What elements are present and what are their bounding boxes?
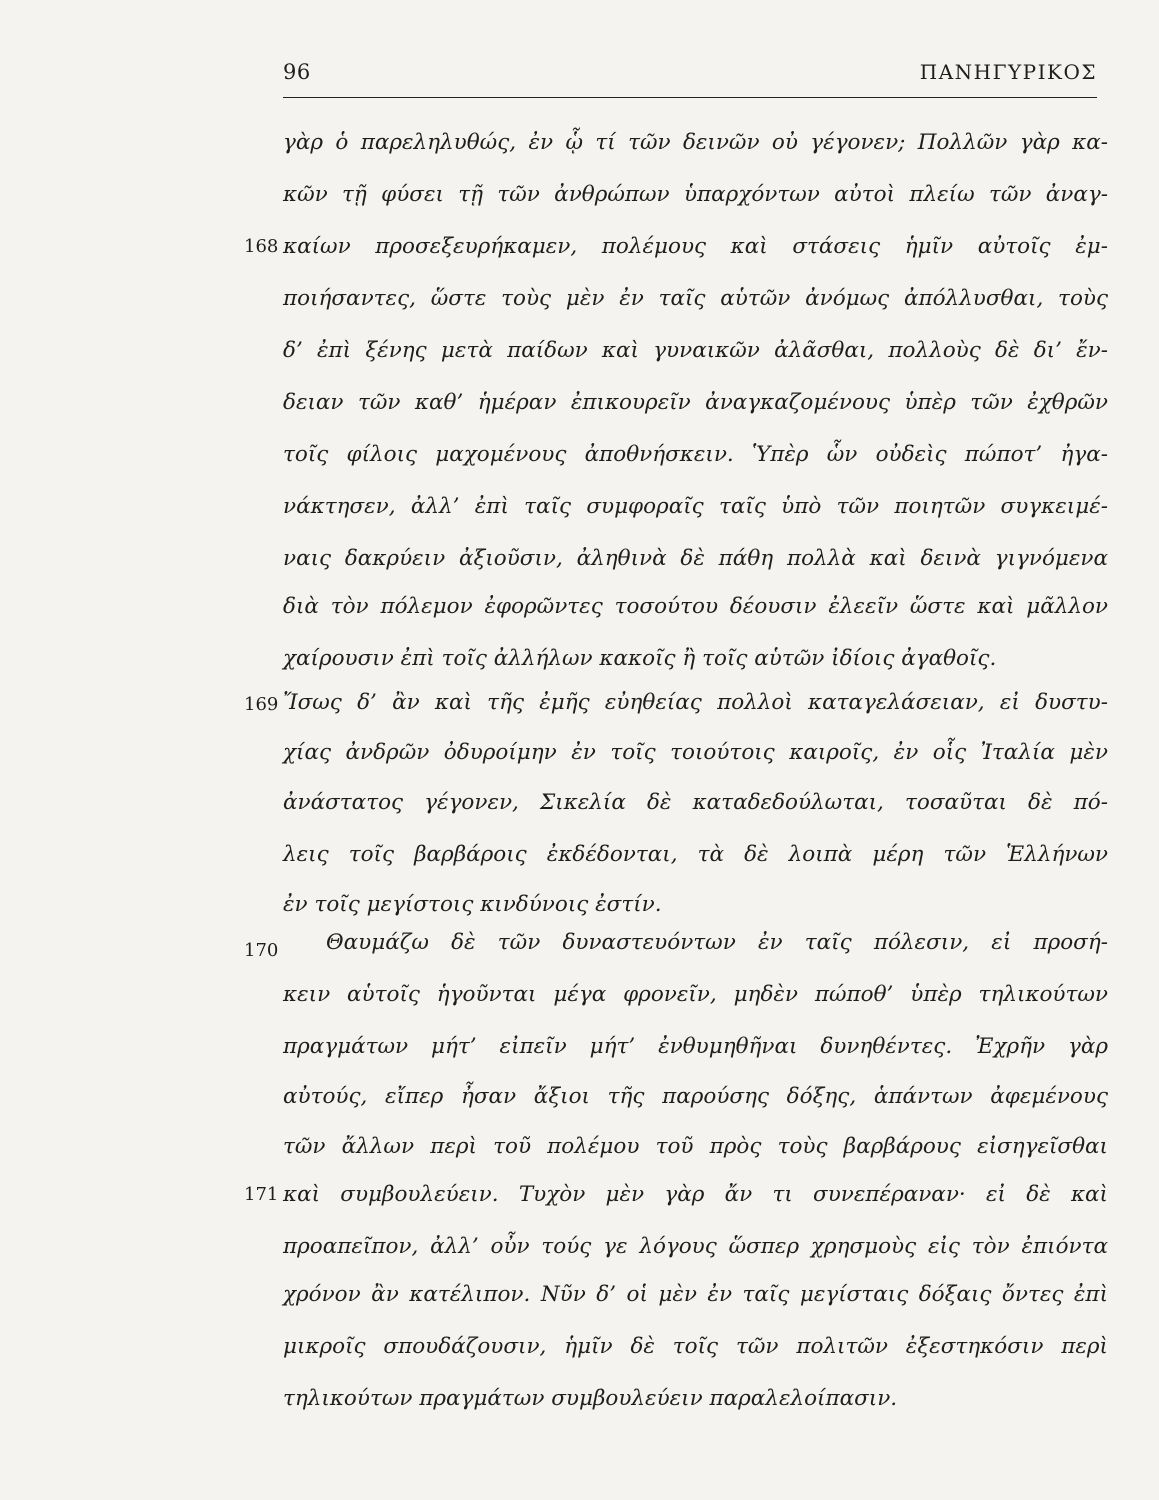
text-line: ναις δακρύειν ἀξιοῦσιν, ἀληθινὰ δὲ πάθη πολλὰ καὶ δεινὰ γιγνόμενα bbox=[283, 546, 1108, 571]
header-rule bbox=[283, 97, 1097, 98]
section-number-171: 171 bbox=[244, 1184, 279, 1205]
text-line: καίων προσεξευρήκαμεν, πολέμους καὶ στάσεις ἡμῖν αὐτοῖς ἐμ- bbox=[283, 234, 1108, 259]
page-number: 96 bbox=[283, 60, 311, 84]
running-head bbox=[283, 60, 1097, 92]
section-number-169: 169 bbox=[244, 694, 279, 715]
running-title: ΠΑΝΗΓΥΡΙΚΟΣ bbox=[919, 60, 1097, 84]
text-line: κειν αὑτοῖς ἡγοῦνται μέγα φρονεῖν, μηδὲν πώποθ’ ὑπὲρ τηλικούτων bbox=[283, 982, 1108, 1007]
text-line: διὰ τὸν πόλεμον ἐφορῶντες τοσούτου δέουσιν ἐλεεῖν ὥστε καὶ μᾶλλον bbox=[283, 594, 1108, 619]
text-line: ποιήσαντες, ὥστε τοὺς μὲν ἐν ταῖς αὑτῶν ἀνόμως ἀπόλλυσθαι, τοὺς bbox=[283, 286, 1108, 311]
text-line: προαπεῖπον, ἀλλ’ οὖν τούς γε λόγους ὥσπερ χρησμοὺς εἰς τὸν ἐπιόντα bbox=[283, 1234, 1108, 1259]
section-number-170: 170 bbox=[244, 940, 279, 961]
text-line: ἀνάστατος γέγονεν, Σικελία δὲ καταδεδούλωται, τοσαῦται δὲ πό- bbox=[283, 790, 1108, 815]
text-line: δ’ ἐπὶ ξένης μετὰ παίδων καὶ γυναικῶν ἀλᾶσθαι, πολλοὺς δὲ δι’ ἔν- bbox=[283, 338, 1108, 363]
text-line: τῶν ἄλλων περὶ τοῦ πολέμου τοῦ πρὸς τοὺς βαρβάρους εἰσηγεῖσθαι bbox=[283, 1134, 1108, 1159]
text-line: τοῖς φίλοις μαχομένους ἀποθνήσκειν. Ὑπὲρ ὧν οὐδεὶς πώποτ’ ἠγα- bbox=[283, 442, 1108, 467]
text-line: Ἴσως δ’ ἂν καὶ τῆς ἐμῆς εὐηθείας πολλοὶ καταγελάσειαν, εἰ δυστυ- bbox=[283, 690, 1108, 715]
text-line: πραγμάτων μήτ’ εἰπεῖν μήτ’ ἐνθυμηθῆναι δυνηθέντες. Ἐχρῆν γὰρ bbox=[283, 1034, 1108, 1059]
text-line: χαίρουσιν ἐπὶ τοῖς ἀλλήλων κακοῖς ἢ τοῖς αὑτῶν ἰδίοις ἀγαθοῖς. bbox=[283, 646, 997, 671]
text-line: μικροῖς σπουδάζουσιν, ἡμῖν δὲ τοῖς τῶν πολιτῶν ἐξεστηκόσιν περὶ bbox=[283, 1334, 1108, 1359]
text-line: κῶν τῇ φύσει τῇ τῶν ἀνθρώπων ὑπαρχόντων αὐτοὶ πλείω τῶν ἀναγ- bbox=[283, 182, 1108, 207]
text-line: καὶ συμβουλεύειν. Τυχὸν μὲν γὰρ ἄν τι συνεπέραναν· εἰ δὲ καὶ bbox=[283, 1182, 1108, 1207]
text-line: αὐτούς, εἴπερ ἦσαν ἄξιοι τῆς παρούσης δόξης, ἁπάντων ἀφεμένους bbox=[283, 1084, 1108, 1109]
text-line: γὰρ ὁ παρεληλυθώς, ἐν ᾧ τί τῶν δεινῶν οὐ γέγονεν; Πολλῶν γὰρ κα- bbox=[283, 130, 1108, 155]
text-line: χρόνον ἂν κατέλιπον. Νῦν δ’ οἱ μὲν ἐν ταῖς μεγίσταις δόξαις ὄντες ἐπὶ bbox=[283, 1282, 1108, 1307]
text-line: λεις τοῖς βαρβάροις ἐκδέδονται, τὰ δὲ λοιπὰ μέρη τῶν Ἑλλήνων bbox=[283, 842, 1108, 867]
text-line: δειαν τῶν καθ’ ἡμέραν ἐπικουρεῖν ἀναγκαζομένους ὑπὲρ τῶν ἐχθρῶν bbox=[283, 390, 1108, 415]
text-line: χίας ἀνδρῶν ὀδυροίμην ἐν τοῖς τοιούτοις καιροῖς, ἐν οἷς Ἰταλία μὲν bbox=[283, 740, 1108, 765]
text-line: τηλικούτων πραγμάτων συμβουλεύειν παραλελοίπασιν. bbox=[283, 1386, 898, 1411]
text-line: ἐν τοῖς μεγίστοις κινδύνοις ἐστίν. bbox=[283, 892, 662, 917]
text-line: Θαυμάζω δὲ τῶν δυναστευόντων ἐν ταῖς πόλεσιν, εἰ προσή- bbox=[326, 930, 1108, 955]
text-line: νάκτησεν, ἀλλ’ ἐπὶ ταῖς συμφοραῖς ταῖς ὑπὸ τῶν ποιητῶν συγκειμέ- bbox=[283, 494, 1108, 519]
section-number-168: 168 bbox=[244, 236, 279, 257]
